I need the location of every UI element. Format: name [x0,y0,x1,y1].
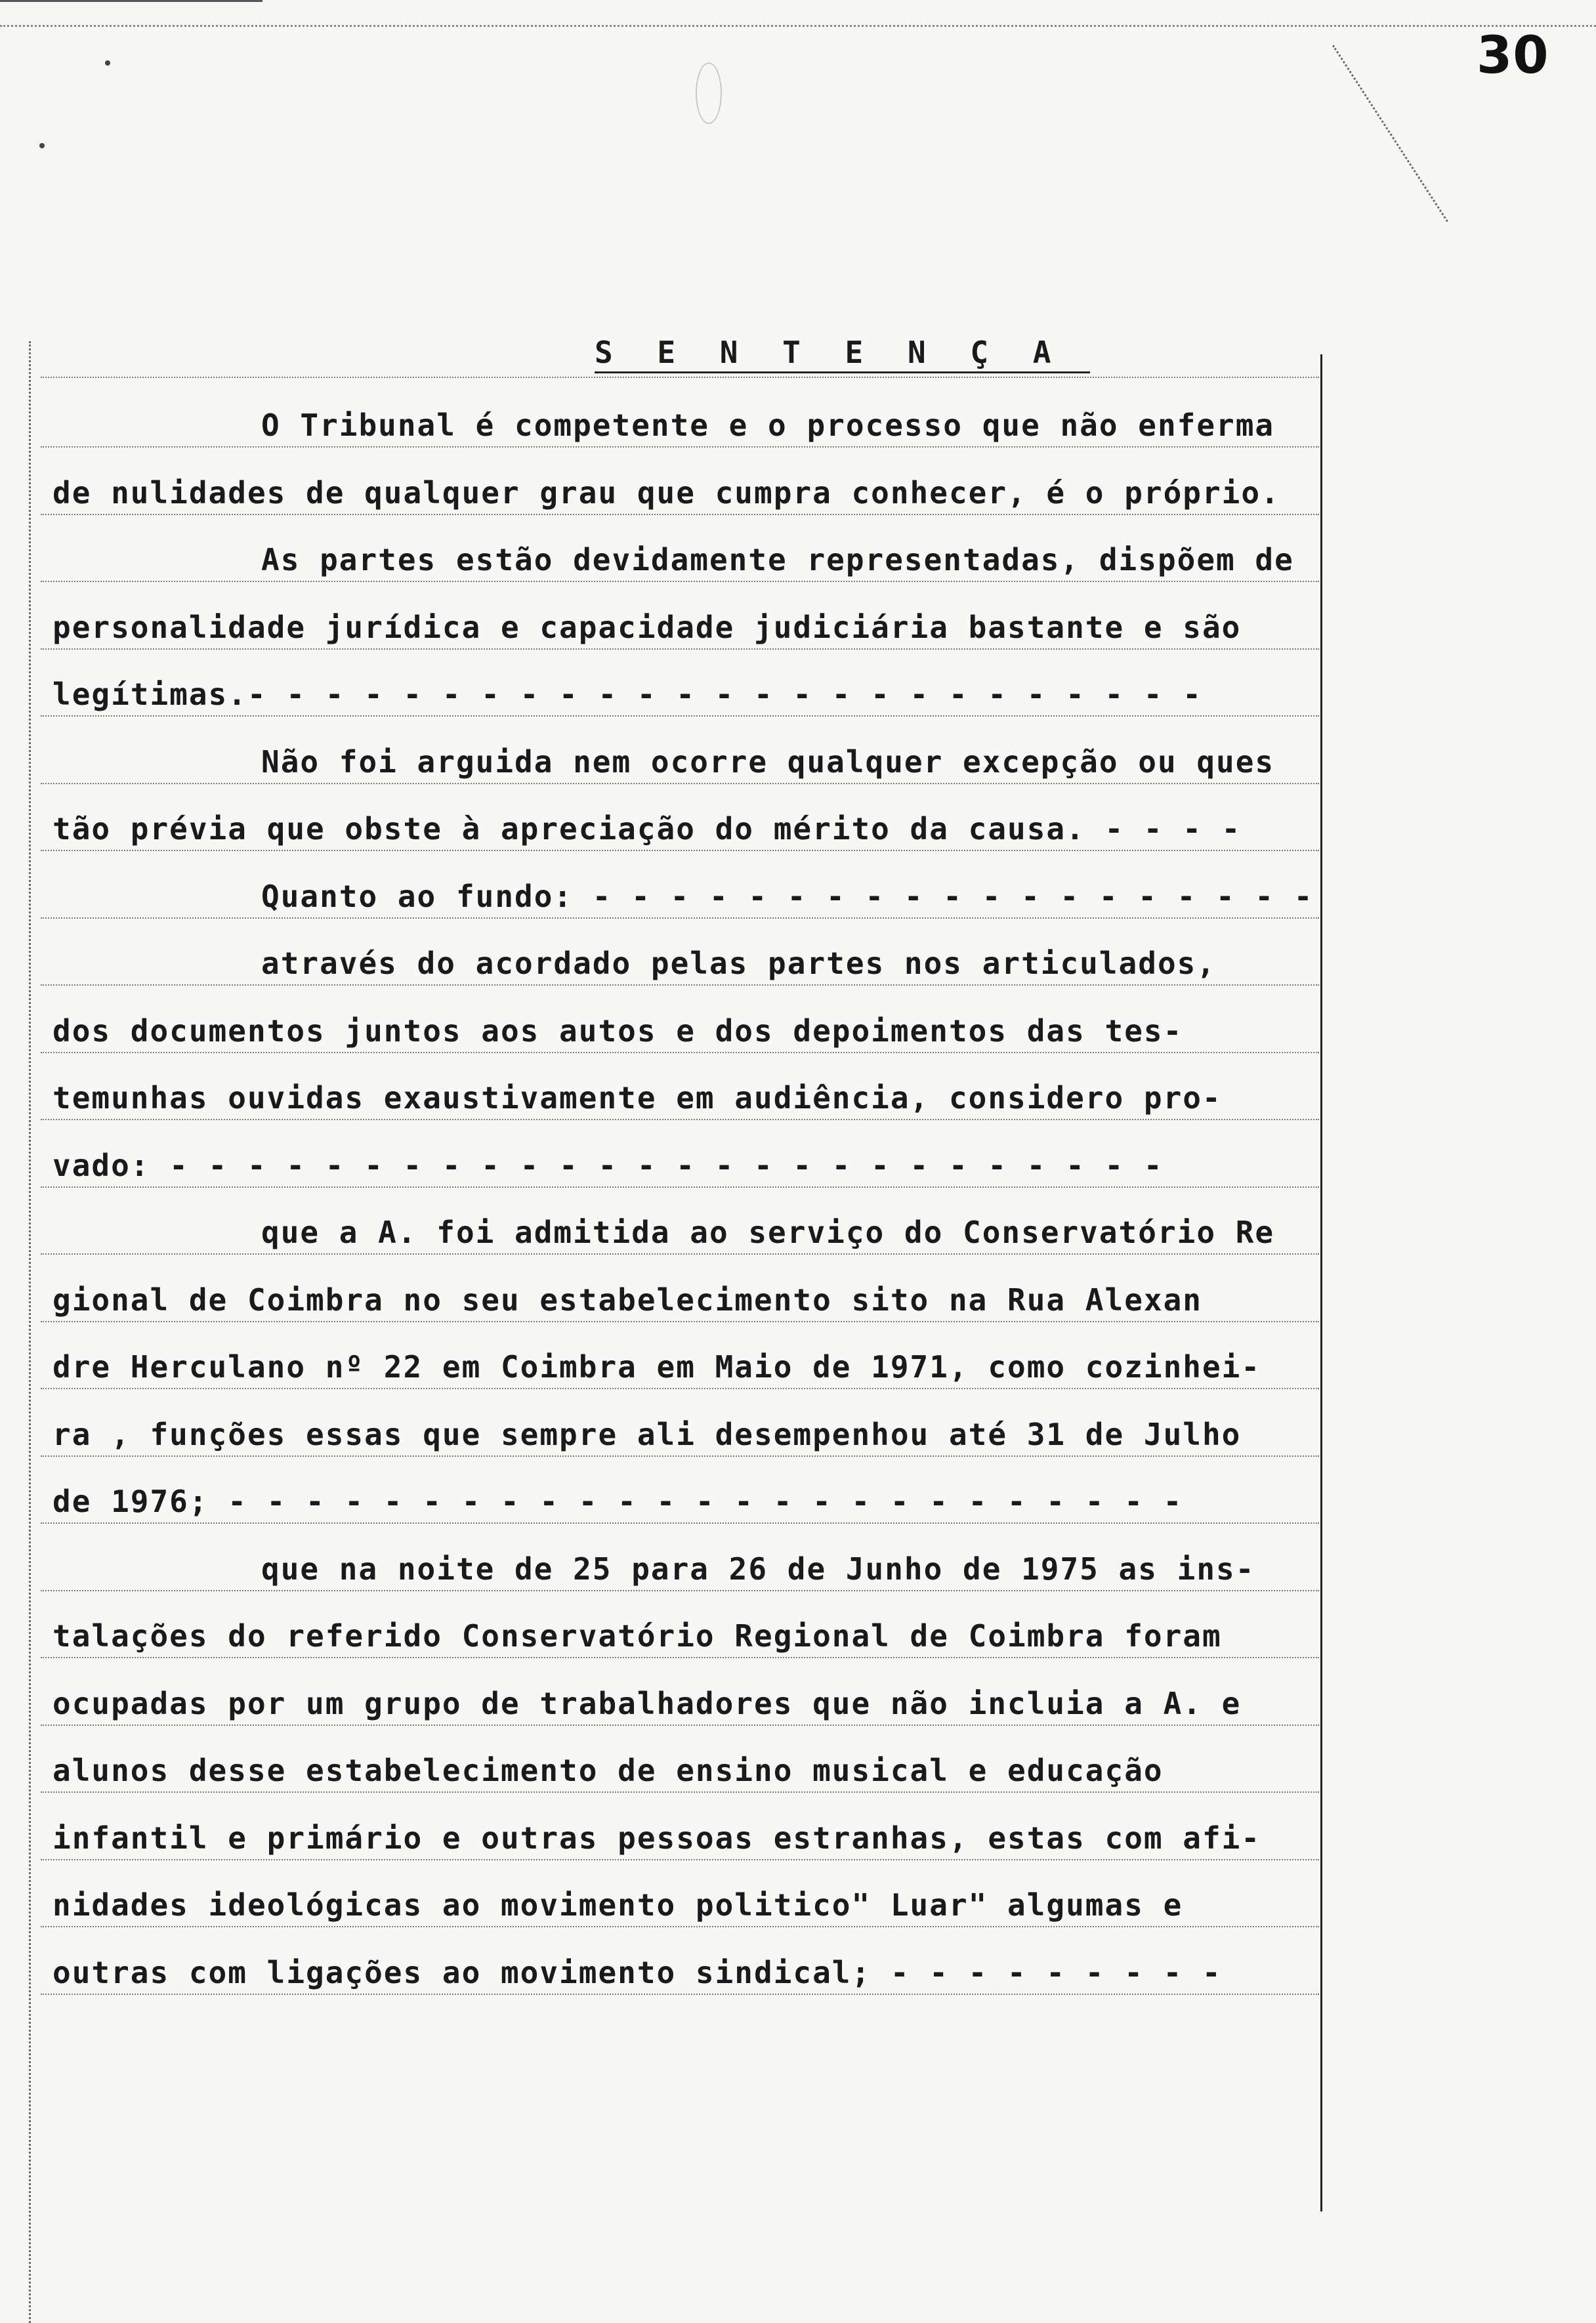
ruled-line [41,1388,1319,1389]
text-line: dos documentos juntos aos autos e dos depoimentos das tes- [52,1013,1183,1049]
text-line: ra , funções essas que sempre ali desempenhou até 31 de Julho [52,1416,1242,1452]
text-line: vado: - - - - - - - - - - - - - - - - - - - - - - - - - - [52,1147,1164,1183]
ruled-line [41,514,1319,515]
text-line: dre Herculano nº 22 em Coimbra em Maio de 1971, como cozinhei- [52,1349,1261,1385]
ruled-line [41,1994,1319,1995]
top-dotted-rule [0,25,1596,27]
ruled-line [41,1859,1319,1860]
text-line: que a A. foi admitida ao serviço do Conservatório Re [261,1215,1275,1250]
text-line: infantil e primário e outras pessoas estranhas, estas com afi- [52,1820,1261,1856]
text-line: nidades ideológicas ao movimento politico" Luar" algumas e [52,1887,1183,1923]
stray-dot [105,60,110,66]
stray-dot [39,143,45,148]
text-line: talações do referido Conservatório Regional de Coimbra foram [52,1618,1222,1654]
ruled-line [41,1590,1319,1591]
text-line: que na noite de 25 para 26 de Junho de 1975 as ins- [261,1551,1255,1587]
text-line: outras com ligações ao movimento sindical; - - - - - - - - - [52,1954,1222,1990]
top-edge-mark [0,0,262,2]
text-line: de 1976; - - - - - - - - - - - - - - - - - - - - - - - - - [52,1484,1183,1519]
ruled-line [41,1657,1319,1658]
text-line: ocupadas por um grupo de trabalhadores que não incluia a A. e [52,1685,1242,1721]
ruled-line [41,1791,1319,1793]
text-line: legítimas.- - - - - - - - - - - - - - - - - - - - - - - - - [52,677,1202,712]
ruled-line [41,1321,1319,1322]
text-line: alunos desse estabelecimento de ensino musical e educação [52,1753,1164,1788]
text-line: personalidade jurídica e capacidade judiciária bastante e são [52,609,1242,645]
ruled-line [41,783,1319,784]
ruled-line [41,1455,1319,1457]
ruled-line [41,1522,1319,1524]
ruled-line [41,446,1319,448]
ruled-line [41,1052,1319,1053]
ruled-line [41,377,1319,378]
document-title: S E N T E N Ç A [595,333,1090,373]
text-line: de nulidades de qualquer grau que cumpra conhecer, é o próprio. [52,474,1280,511]
ruled-line [41,917,1319,919]
text-line: gional de Coimbra no seu estabelecimento sito na Rua Alexan [52,1282,1202,1318]
text-line: As partes estão devidamente representadas, dispõem de [261,542,1294,577]
ruled-line [41,850,1319,851]
left-margin-line [29,341,31,2323]
ruled-line [41,1186,1319,1188]
text-line: Quanto ao fundo: - - - - - - - - - - - - - - - - - - - [261,878,1314,914]
ruled-line [41,581,1319,582]
ruled-line [41,648,1319,650]
text-line: O Tribunal é competente e o processo que não enferma [261,408,1275,443]
punch-hole-mark [696,62,722,124]
ruled-line [41,1926,1319,1927]
page-number: 30 [1477,26,1549,85]
ruled-line [41,715,1319,717]
text-line: Não foi arguida nem ocorre qualquer excepção ou ques [261,743,1275,780]
ruled-line [41,984,1319,986]
text-line: temunhas ouvidas exaustivamente em audiência, considero pro- [52,1080,1222,1116]
ruled-line [41,1253,1319,1255]
ruled-line [41,1725,1319,1726]
ruled-line [41,1119,1319,1120]
text-line: tão prévia que obste à apreciação do mérito da causa. - - - - [52,811,1242,847]
text-line: através do acordado pelas partes nos articulados, [261,946,1217,981]
